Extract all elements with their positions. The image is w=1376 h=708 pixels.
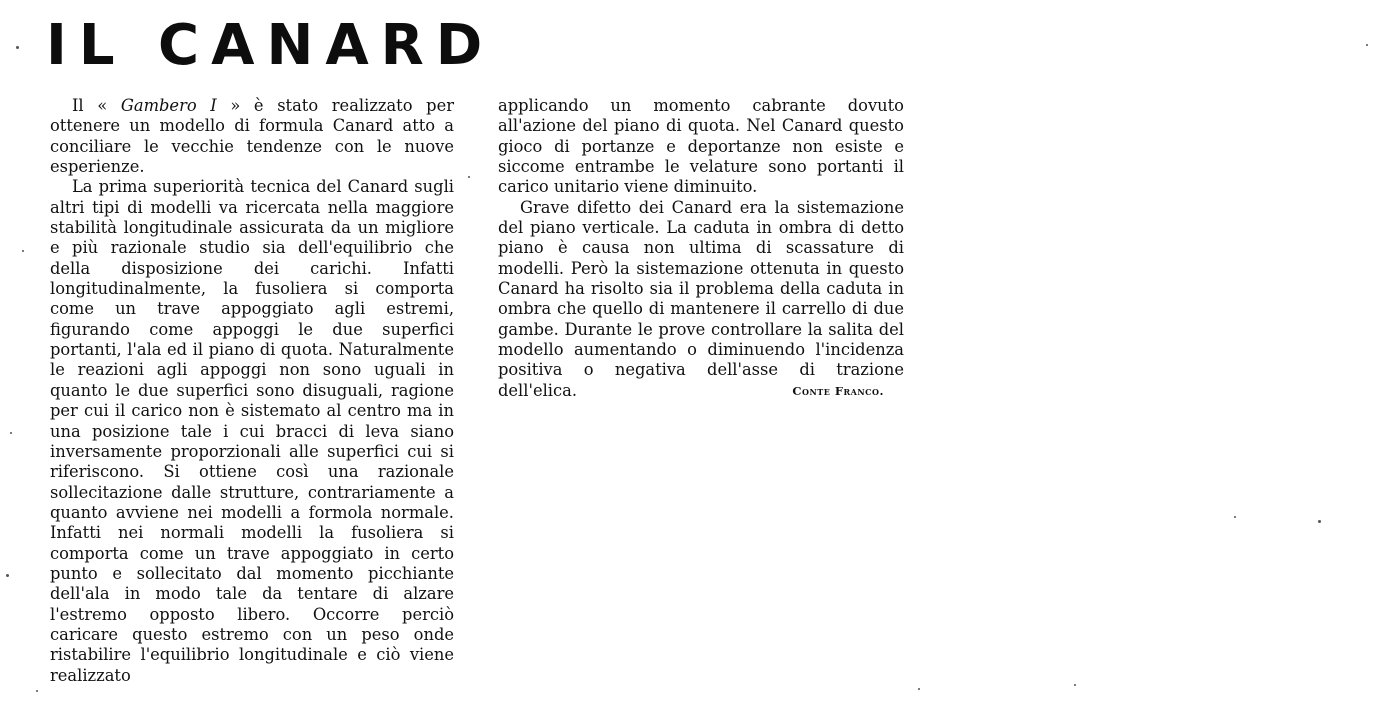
intro-text-end: » è stato realizzato per ottenere un modello di formula Canard atto a conciliare le vecchie tendenze con le nuove esperienze.	[50, 96, 454, 177]
model-name: Gambero I	[120, 96, 217, 115]
scan-speck	[468, 176, 470, 178]
left-column	[50, 96, 454, 686]
scan-speck	[22, 250, 24, 252]
scan-speck	[918, 688, 920, 690]
left-paragraph-1	[50, 96, 454, 177]
author-signature: Conte Franco.	[792, 384, 884, 399]
scan-speck	[6, 574, 9, 577]
scan-speck	[36, 690, 38, 692]
right-paragraph-1: applicando un momento cabrante dovuto all'azione del piano di quota. Nel Canard questo gioco di portanze e deportanze non esiste e siccome entrambe le velature sono portanti il carico unitario viene diminuito.	[498, 96, 904, 197]
scan-speck	[1234, 516, 1236, 518]
left-paragraph-2: La prima superiorità tecnica del Canard sugli altri tipi di modelli va ricercata nella maggiore stabilità longitudinale assicurata da un migliore e più razionale studio sia dell'equilibrio che della disposizione dei carichi. Infatti longitudinalmente, la fusoliera si comporta come un trave appoggiato agli estremi, figurando come appoggi le due superfici portanti, l'ala ed il piano di quota. Naturalmente le reazioni agli appoggi non sono uguali in quanto le due superfici sono disuguali, ragione per cui il carico non è sistemato al centro ma in una posizione tale i cui bracci di leva siano inversamente proporzionali alle superfici cui si riferiscono. Si ottiene così una razionale sollecitazione dalle strutture, contrariamente a quanto avviene nei modelli a formola normale. Infatti nei normali modelli la fusoliera si comporta come un trave appoggiato in certo punto e sollecitato dal momento picchiante dell'ala in modo tale da tentare di alzare l'estremo opposto libero. Occorre perciò caricare questo estremo con un peso onde ristabilire l'equilibrio longitudinale e ciò viene realizzato	[50, 177, 454, 685]
scan-speck	[1366, 44, 1368, 46]
scan-speck	[16, 46, 19, 49]
article-title: IL CANARD	[46, 13, 495, 78]
scan-speck	[1318, 520, 1321, 523]
intro-text-start: Il «	[72, 96, 121, 115]
scan-speck	[1074, 684, 1076, 686]
right-paragraph-2: Grave difetto dei Canard era la sistemazione del piano verticale. La caduta in ombra di detto piano è causa non ultima di scassature di modelli. Però la sistemazione ottenuta in questo Canard ha risolto sia il problema della caduta in ombra che quello di mantenere il carrello di due gambe. Durante le prove controllare la salita del modello aumentando o diminuendo l'incidenza positiva o negativa dell'asse di trazione dell'elica.	[498, 197, 904, 400]
right-column	[498, 96, 904, 402]
scan-speck	[10, 432, 12, 434]
